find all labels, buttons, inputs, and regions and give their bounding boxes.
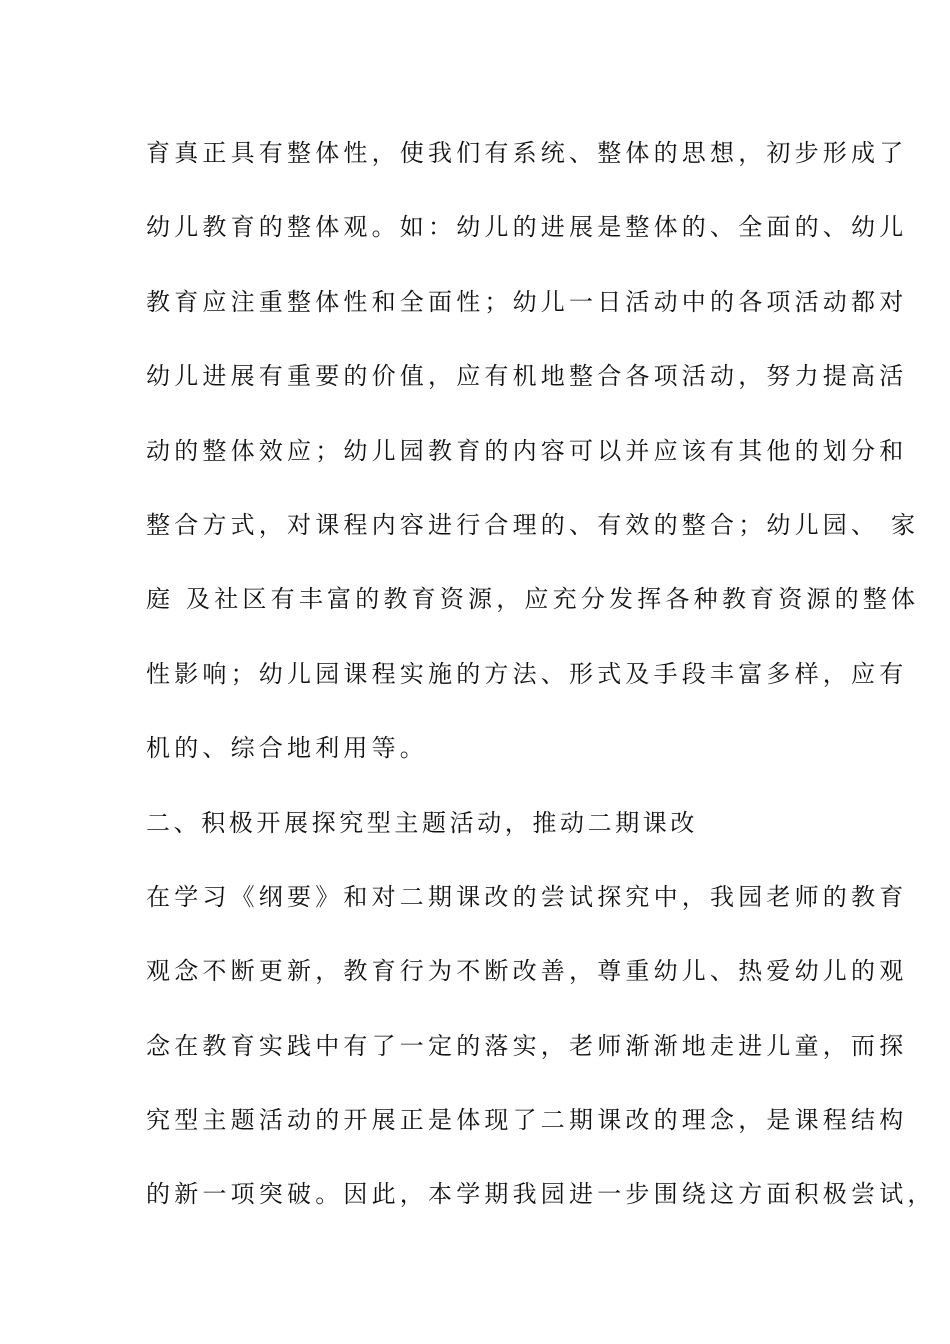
text-line: 究型主题活动的开展正是体现了二期课改的理念，是课程结构 <box>146 1106 908 1135</box>
text-line: 幼儿进展有重要的价值，应有机地整合各项活动，努力提高活 <box>146 362 908 391</box>
text-line: 育真正具有整体性，使我们有系统、整体的思想，初步形成了 <box>146 139 908 167</box>
text-line: 幼儿教育的整体观。如：幼儿的进展是整体的、全面的、幼儿 <box>146 213 908 242</box>
body-text <box>146 128 936 1244</box>
text-line: 庭 及社区有丰富的教育资源，应充分发挥各种教育资源的整体 <box>146 585 920 614</box>
text-line: 在学习《纲要》和对二期课改的尝试探究中，我园老师的教育 <box>146 882 908 911</box>
text-line: 教育应注重整体性和全面性；幼儿一日活动中的各项活动都对 <box>146 287 908 316</box>
text-line: 整合方式，对课程内容进行合理的、有效的整合；幼儿园、 家 <box>146 510 920 539</box>
text-line: 机的、综合地利用等。 <box>146 734 428 763</box>
text-line: 观念不断更新，教育行为不断改善，尊重幼儿、热爱幼儿的观 <box>146 957 908 986</box>
text-line: 念在教育实践中有了一定的落实，老师渐渐地走进儿童，而探 <box>146 1031 908 1060</box>
text-line: 性影响；幼儿园课程实施的方法、形式及手段丰富多样，应有 <box>146 659 908 688</box>
text-line: 的新一项突破。因此，本学期我园进一步围绕这方面积极尝试， <box>146 1180 936 1209</box>
section-heading: 二、积极开展探究型主题活动，推动二期课改 <box>146 808 698 837</box>
text-line: 动的整体效应；幼儿园教育的内容可以并应该有其他的划分和 <box>146 436 908 465</box>
